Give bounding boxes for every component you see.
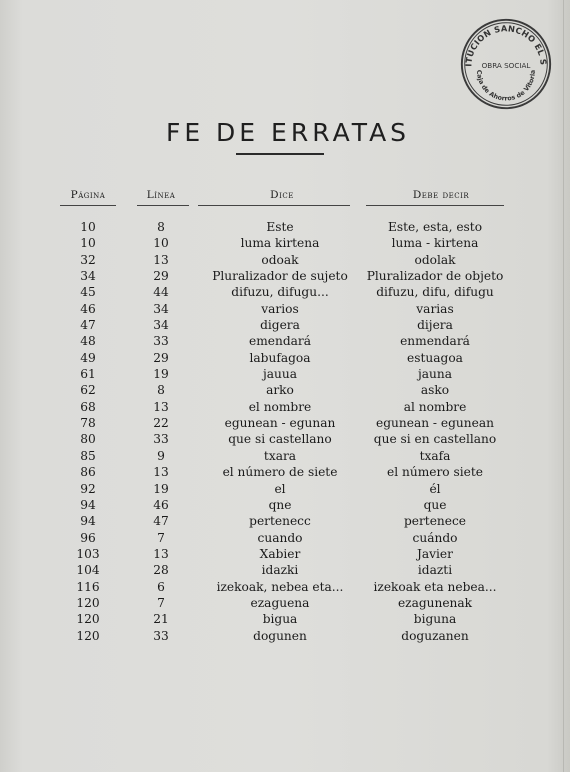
cell-pagina: 10 [80, 220, 96, 234]
cell-debe-decir: jauna [417, 367, 452, 382]
cell-linea: 9 [157, 448, 165, 463]
cell-dice: difuzu, difugu... [231, 285, 329, 300]
cell-pagina: 86 [80, 465, 96, 480]
cell-debe-decir: él [429, 481, 441, 496]
column-header-pagina [56, 189, 120, 201]
cell-linea: 34 [153, 318, 169, 333]
cell-dice: dogunen [253, 628, 307, 643]
cell-debe-decir: ezagunenak [397, 595, 473, 610]
cell-pagina: 32 [80, 252, 96, 267]
cell-linea: 22 [153, 416, 169, 431]
cell-dice: arko [266, 383, 294, 398]
cell-pagina: 46 [80, 301, 96, 316]
table-row [0, 382, 570, 398]
cell-dice: bigua [262, 612, 298, 627]
table-row [0, 317, 570, 333]
cell-linea: 6 [157, 579, 165, 594]
table-row [0, 301, 570, 317]
cell-dice: el nombre [248, 399, 312, 414]
table-row [0, 481, 570, 497]
cell-pagina: 62 [80, 383, 96, 398]
cell-linea: 29 [153, 350, 169, 365]
cell-debe-decir: que [423, 497, 447, 512]
table-row [0, 252, 570, 268]
table-row [0, 562, 570, 578]
cell-dice: emendará [249, 334, 311, 349]
table-row [0, 448, 570, 464]
cell-debe-decir: varias [416, 301, 454, 316]
column-header-dice [240, 189, 324, 201]
cell-dice: que si castellano [228, 432, 332, 447]
cell-pagina: 61 [80, 367, 96, 382]
cell-dice: el [274, 481, 286, 496]
table-row [0, 497, 570, 513]
cell-dice: Xabier [259, 546, 301, 561]
cell-pagina: 49 [80, 350, 96, 365]
table-row [0, 611, 570, 627]
cell-dice: pertenecc [249, 514, 311, 529]
cell-pagina: 103 [76, 546, 100, 561]
table-row [0, 350, 570, 366]
cell-debe-decir: Este, esta, esto [387, 220, 483, 234]
cell-pagina: 116 [76, 579, 100, 594]
cell-pagina: 120 [76, 628, 100, 643]
cell-pagina: 104 [76, 563, 100, 578]
cell-dice: luma kirtena [240, 236, 320, 251]
cell-linea: 19 [153, 481, 169, 496]
table-row [0, 284, 570, 300]
stamp-outer-text: ITUCION SANCHO EL S [463, 23, 549, 67]
cell-pagina: 45 [80, 285, 96, 300]
table-row [0, 415, 570, 431]
cell-pagina: 120 [76, 595, 100, 610]
cell-linea: 7 [157, 595, 165, 610]
cell-linea: 13 [153, 252, 169, 267]
cell-pagina: 78 [80, 416, 96, 431]
column-header-linea [131, 189, 191, 201]
cell-dice: labufagoa [249, 350, 311, 365]
table-row [0, 513, 570, 529]
cell-linea: 33 [153, 432, 169, 447]
cell-linea: 13 [153, 546, 169, 561]
cell-dice: Pluralizador de sujeto [212, 269, 348, 284]
cell-linea: 28 [153, 563, 169, 578]
table-row [0, 366, 570, 382]
table-row [0, 595, 570, 611]
cell-debe-decir: asko [420, 383, 450, 398]
cell-dice: Este [266, 220, 294, 234]
cell-dice: egunean - egunan [224, 416, 336, 431]
cell-linea: 44 [153, 285, 169, 300]
cell-dice: varios [261, 301, 299, 316]
cell-dice: cuando [257, 530, 303, 545]
cell-pagina: 120 [76, 612, 100, 627]
cell-debe-decir: egunean - egunean [376, 416, 494, 431]
cell-debe-decir: estuagoa [407, 350, 463, 365]
cell-dice: ezaguena [250, 595, 310, 610]
stamp-middle-text: OBRA SOCIAL [481, 60, 531, 70]
cell-pagina: 34 [80, 269, 96, 284]
cell-pagina: 96 [80, 530, 96, 545]
cell-debe-decir: al nombre [403, 399, 467, 414]
column-header-debe-decir [386, 189, 496, 201]
cell-debe-decir: que si en castellano [373, 432, 497, 447]
cell-pagina: 68 [80, 399, 96, 414]
cell-linea: 13 [153, 399, 169, 414]
cell-dice: el número de siete [222, 465, 338, 480]
title-underline [236, 153, 324, 155]
cell-linea: 46 [153, 497, 169, 512]
table-row [0, 333, 570, 349]
cell-pagina: 47 [80, 318, 96, 333]
cell-debe-decir: luma - kirtena [391, 236, 479, 251]
cell-debe-decir: odolak [414, 252, 456, 267]
table-row [0, 235, 570, 251]
cell-linea: 10 [153, 236, 169, 251]
stamp-seal-icon [458, 16, 554, 112]
cell-pagina: 80 [80, 432, 96, 447]
cell-debe-decir: Pluralizador de objeto [366, 269, 504, 284]
cell-dice: izekoak, nebea eta... [216, 579, 344, 594]
stamp-lower-text: Caja de Ahorros de Vitoria [475, 69, 537, 103]
cell-linea: 13 [153, 465, 169, 480]
table-row [0, 268, 570, 284]
column-header-pagina-label: Página [70, 189, 106, 201]
cell-linea: 21 [153, 612, 169, 627]
cell-dice: jauua [262, 367, 297, 382]
cell-pagina: 92 [80, 481, 96, 496]
cell-dice: qne [268, 497, 292, 512]
header-rule [137, 205, 189, 206]
cell-dice: odoak [261, 252, 299, 267]
cell-linea: 33 [153, 628, 169, 643]
cell-debe-decir: txafa [419, 448, 451, 463]
table-row [0, 399, 570, 415]
cell-debe-decir: pertenece [403, 514, 467, 529]
cell-linea: 47 [153, 514, 169, 529]
header-rule [198, 205, 350, 206]
cell-debe-decir: idazti [417, 563, 453, 578]
cell-dice: txara [263, 448, 297, 463]
cell-pagina: 94 [80, 514, 96, 529]
cell-pagina: 48 [80, 334, 96, 349]
cell-debe-decir: dijera [417, 318, 453, 333]
table-row [0, 431, 570, 447]
cell-debe-decir: difuzu, difu, difugu [376, 285, 494, 300]
column-header-dice-label: Dice [270, 189, 294, 201]
cell-linea: 8 [157, 220, 165, 234]
cell-linea: 7 [157, 530, 165, 545]
header-rule [366, 205, 504, 206]
svg-text:Caja de Ahorros de Vitoria [475, 70, 537, 103]
table-row [0, 579, 570, 595]
cell-linea: 34 [153, 301, 169, 316]
cell-debe-decir: enmendará [400, 334, 470, 349]
cell-pagina: 10 [80, 236, 96, 251]
cell-debe-decir: doguzanen [401, 628, 469, 643]
cell-debe-decir: el número siete [387, 465, 483, 480]
cell-debe-decir: biguna [413, 612, 457, 627]
cell-linea: 8 [157, 383, 165, 398]
cell-dice: digera [260, 318, 300, 333]
cell-pagina: 85 [80, 448, 96, 463]
cell-debe-decir: cuándo [412, 530, 458, 545]
cell-linea: 33 [153, 334, 169, 349]
errata-table [0, 219, 570, 644]
cell-debe-decir: Javier [417, 546, 453, 561]
table-row [0, 546, 570, 562]
cell-dice: idazki [261, 563, 299, 578]
cell-pagina: 94 [80, 497, 96, 512]
cell-linea: 29 [153, 269, 169, 284]
table-row [0, 628, 570, 644]
table-row [0, 219, 570, 235]
library-stamp [458, 16, 554, 112]
header-rule [60, 205, 116, 206]
column-header-debe-decir-label: Debe decir [412, 189, 470, 201]
column-header-linea-label: Línea [146, 189, 176, 201]
table-row [0, 530, 570, 546]
cell-linea: 19 [153, 367, 169, 382]
table-row [0, 464, 570, 480]
page-title: FE DE ERRATAS [165, 118, 411, 147]
cell-debe-decir: izekoak eta nebea... [373, 579, 497, 594]
